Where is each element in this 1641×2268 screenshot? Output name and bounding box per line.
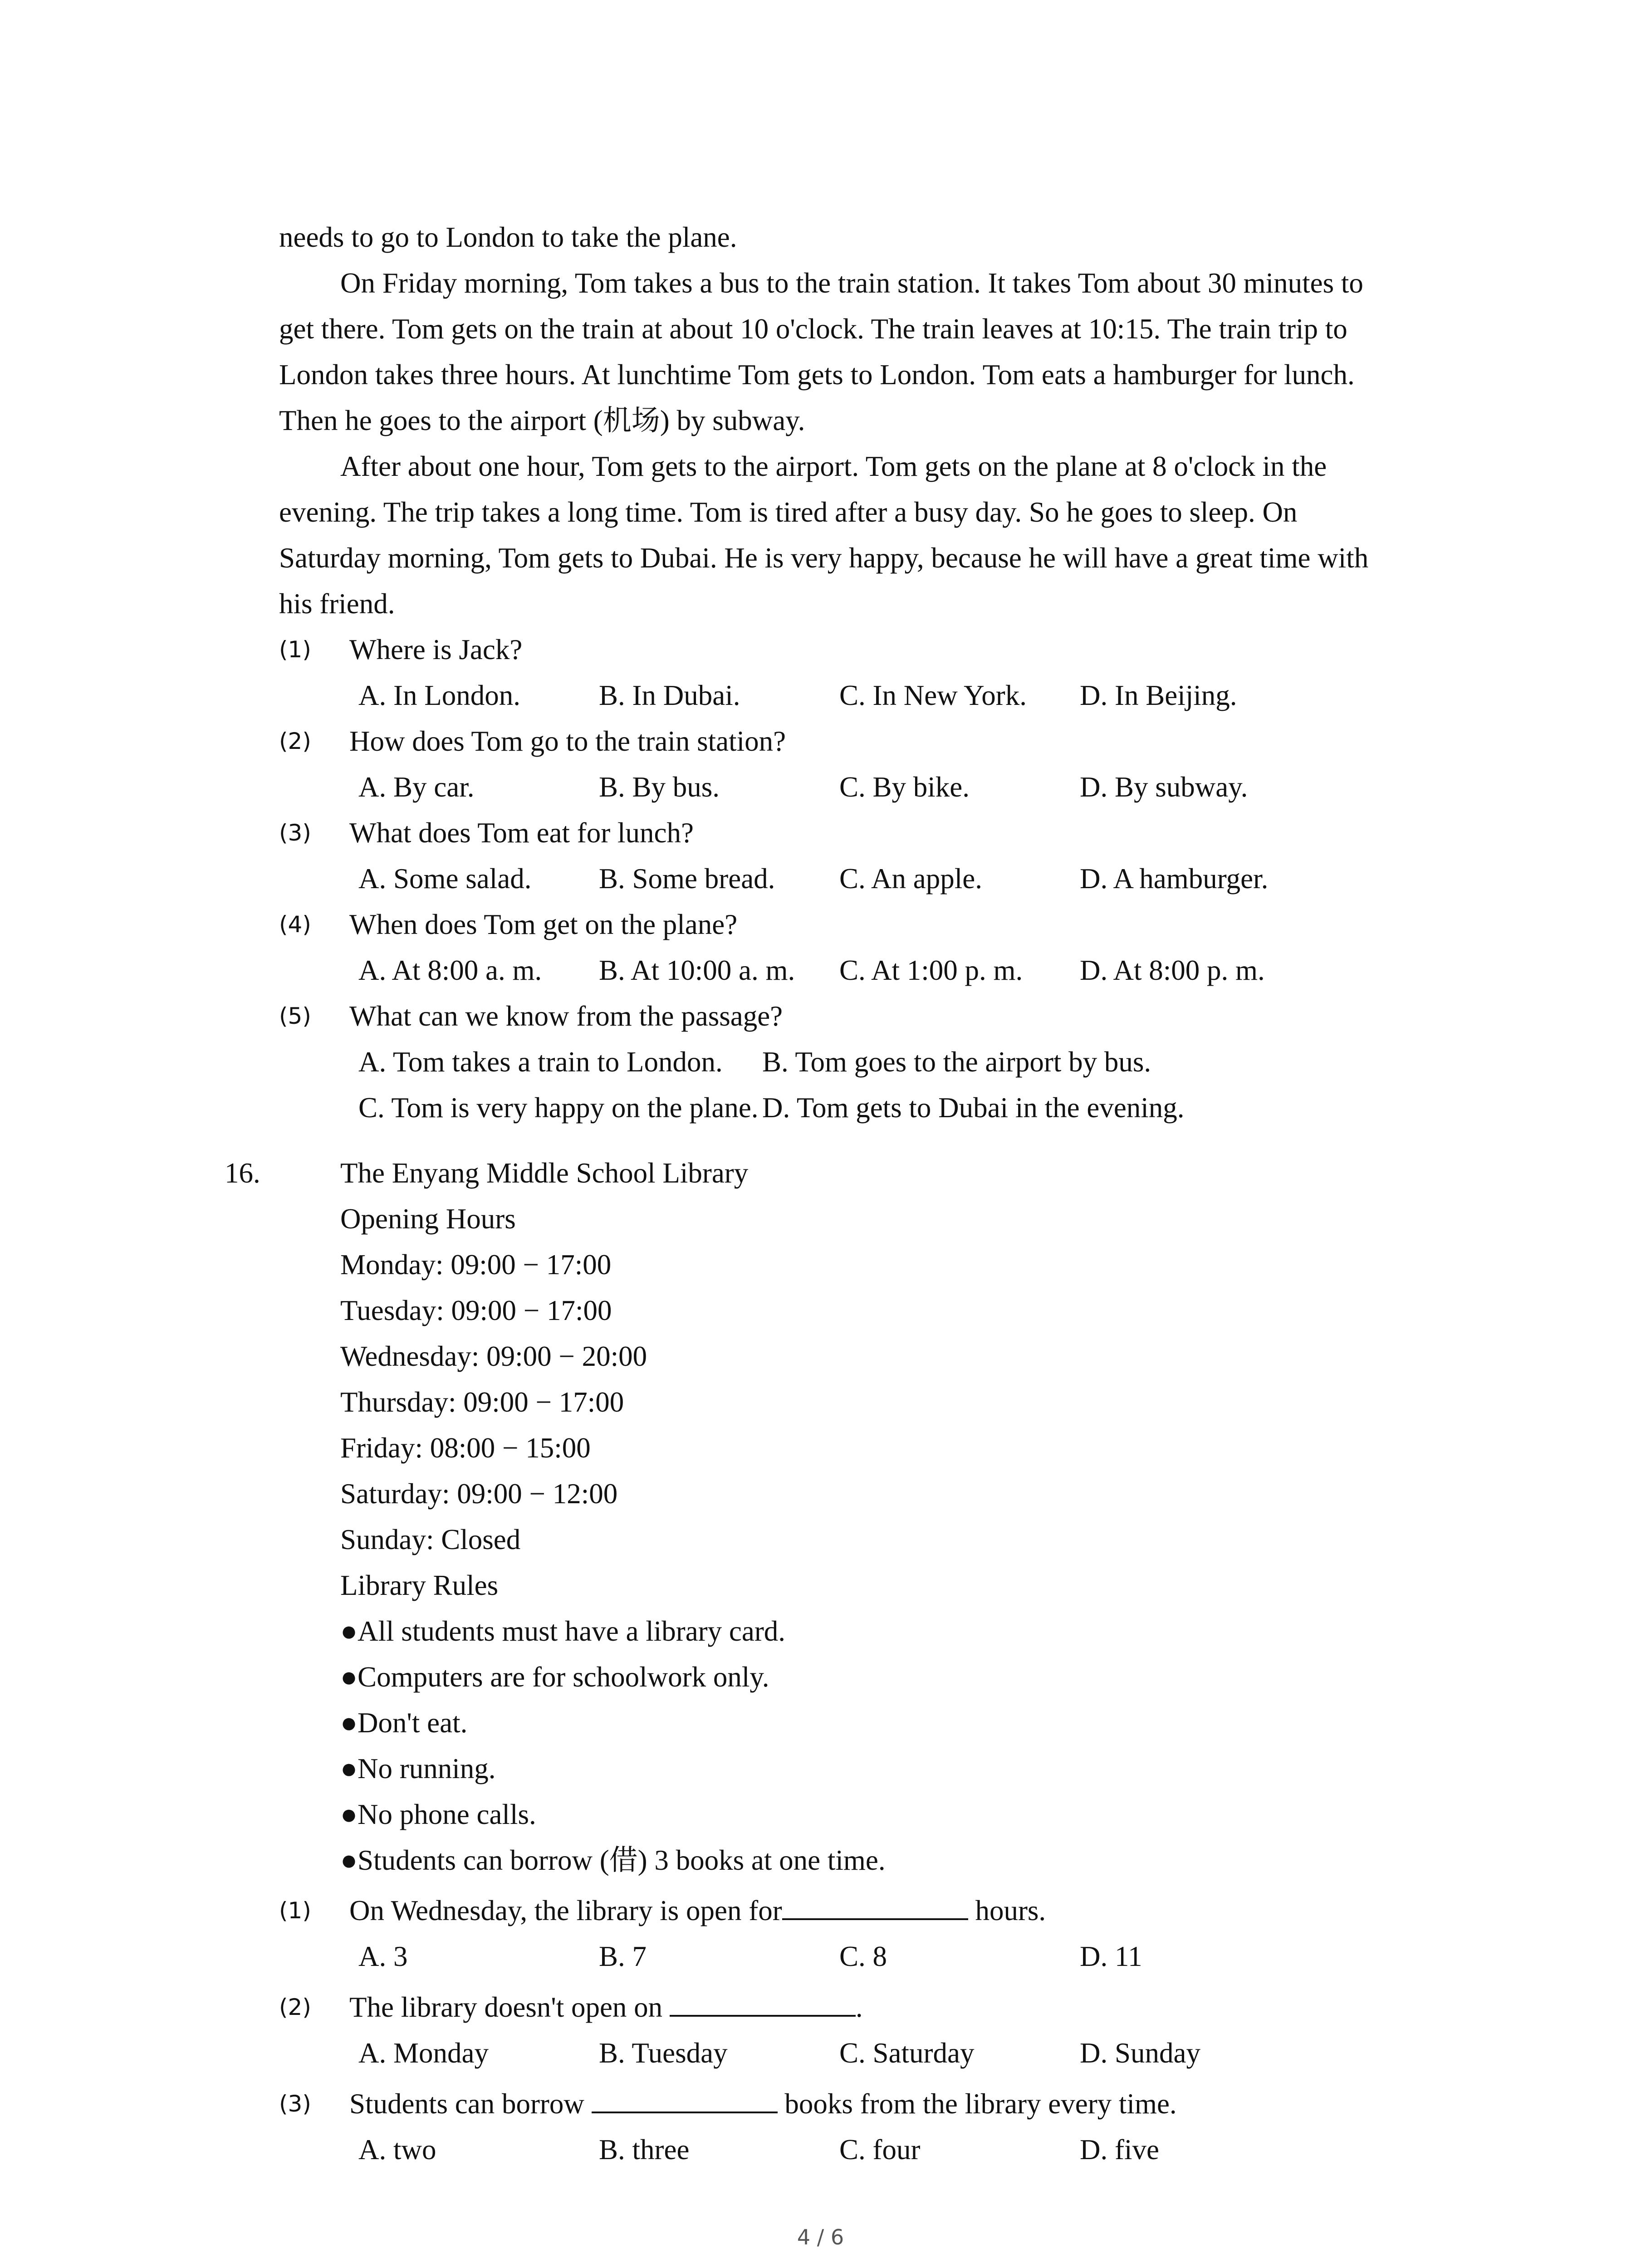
- question-text: What does Tom eat for lunch?: [349, 817, 694, 849]
- question-number: (3): [279, 820, 311, 846]
- section-number: 16.: [225, 1157, 260, 1189]
- page-number: 4 / 6: [797, 2225, 844, 2249]
- option-a[interactable]: A. By car.: [358, 771, 475, 803]
- option-a[interactable]: A. Tom takes a train to London.: [358, 1046, 723, 1078]
- question-text: How does Tom go to the train station?: [349, 725, 786, 757]
- option-b[interactable]: B. In Dubai.: [599, 679, 740, 711]
- question-text: What can we know from the passage?: [349, 1000, 783, 1032]
- notice-line: Tuesday: 09:00 − 17:00: [340, 1295, 612, 1326]
- question-number: (1): [279, 636, 311, 663]
- passage-line: needs to go to London to take the plane.: [279, 221, 737, 253]
- option-c[interactable]: C. At 1:00 p. m.: [839, 954, 1023, 986]
- option-d[interactable]: D. By subway.: [1080, 771, 1248, 803]
- passage-line: get there. Tom gets on the train at about 10 o'clock. The train leaves at 10:15. The train trip to: [279, 313, 1347, 345]
- notice-line: Friday: 08:00 − 15:00: [340, 1432, 591, 1464]
- option-d[interactable]: D. A hamburger.: [1080, 863, 1269, 894]
- rule-item: ●Don't eat.: [340, 1707, 468, 1739]
- option-a[interactable]: A. In London.: [358, 679, 520, 711]
- notice-line: Opening Hours: [340, 1203, 516, 1235]
- notice-line: Sunday: Closed: [340, 1524, 521, 1555]
- notice-line: Monday: 09:00 − 17:00: [340, 1249, 612, 1281]
- passage-line: evening. The trip takes a long time. Tom is tired after a busy day. So he goes to sleep. On: [279, 496, 1298, 528]
- question-number: (5): [279, 1003, 311, 1029]
- option-d[interactable]: D. Tom gets to Dubai in the evening.: [762, 1092, 1185, 1124]
- option-a[interactable]: A. Monday: [358, 2037, 489, 2069]
- option-b[interactable]: B. By bus.: [599, 771, 720, 803]
- question-text: [349, 1888, 1046, 1934]
- question-text: [349, 1984, 863, 2030]
- option-c[interactable]: C. four: [839, 2134, 921, 2165]
- option-b[interactable]: B. Some bread.: [599, 863, 775, 894]
- question-number: (4): [279, 911, 311, 938]
- option-b[interactable]: B. Tom goes to the airport by bus.: [762, 1046, 1151, 1078]
- option-d[interactable]: D. At 8:00 p. m.: [1080, 954, 1265, 986]
- question-number: (2): [279, 728, 311, 754]
- option-d[interactable]: D. Sunday: [1080, 2037, 1200, 2069]
- option-b[interactable]: B. Tuesday: [599, 2037, 728, 2069]
- question-number: (3): [279, 2091, 311, 2117]
- option-a[interactable]: A. Some salad.: [358, 863, 532, 894]
- option-b[interactable]: B. 7: [599, 1941, 647, 1972]
- passage-line: Saturday morning, Tom gets to Dubai. He is very happy, because he will have a great time with: [279, 542, 1369, 574]
- notice-line: Saturday: 09:00 − 12:00: [340, 1478, 618, 1510]
- notice-line: Wednesday: 09:00 − 20:00: [340, 1340, 647, 1372]
- option-a[interactable]: A. 3: [358, 1941, 408, 1972]
- question-text: Where is Jack?: [349, 634, 523, 665]
- option-c[interactable]: C. 8: [839, 1941, 887, 1972]
- option-c[interactable]: C. By bike.: [839, 771, 970, 803]
- question-text-after: books from the library every time.: [777, 2088, 1177, 2120]
- question-text: When does Tom get on the plane?: [349, 909, 738, 940]
- question-text-after: hours.: [968, 1895, 1046, 1926]
- option-d[interactable]: D. five: [1080, 2134, 1159, 2165]
- option-a[interactable]: A. two: [358, 2134, 436, 2165]
- question-text-before: The library doesn't open on: [349, 1991, 670, 2023]
- passage-line: London takes three hours. At lunchtime Tom gets to London. Tom eats a hamburger for lunch.: [279, 359, 1355, 391]
- option-a[interactable]: A. At 8:00 a. m.: [358, 954, 542, 986]
- question-number: (2): [279, 1994, 311, 2020]
- answer-blank[interactable]: [782, 1916, 968, 1920]
- rule-item: ●No phone calls.: [340, 1799, 536, 1830]
- question-text: [349, 2081, 1177, 2127]
- option-d[interactable]: D. In Beijing.: [1080, 679, 1237, 711]
- notice-title: The Enyang Middle School Library: [340, 1157, 749, 1189]
- rule-item: ●Students can borrow (借) 3 books at one time.: [340, 1844, 886, 1876]
- notice-line: Thursday: 09:00 − 17:00: [340, 1386, 624, 1418]
- option-d[interactable]: D. 11: [1080, 1941, 1142, 1972]
- rule-item: ●All students must have a library card.: [340, 1615, 786, 1647]
- option-b[interactable]: B. three: [599, 2134, 690, 2165]
- rule-item: ●Computers are for schoolwork only.: [340, 1661, 769, 1693]
- passage-line: On Friday morning, Tom takes a bus to the train station. It takes Tom about 30 minutes to: [340, 267, 1363, 299]
- option-c[interactable]: C. Saturday: [839, 2037, 975, 2069]
- question-number: (1): [279, 1897, 311, 1924]
- passage-line: his friend.: [279, 588, 395, 620]
- question-text-before: On Wednesday, the library is open for: [349, 1895, 782, 1926]
- option-b[interactable]: B. At 10:00 a. m.: [599, 954, 795, 986]
- question-text-after: .: [855, 1991, 863, 2023]
- question-text-before: Students can borrow: [349, 2088, 592, 2120]
- notice-line: Library Rules: [340, 1569, 499, 1601]
- option-c[interactable]: C. Tom is very happy on the plane.: [358, 1092, 759, 1124]
- passage-line: After about one hour, Tom gets to the airport. Tom gets on the plane at 8 o'clock in the: [340, 450, 1327, 482]
- option-c[interactable]: C. In New York.: [839, 679, 1027, 711]
- answer-blank[interactable]: [670, 2012, 856, 2017]
- rule-item: ●No running.: [340, 1753, 496, 1784]
- answer-blank[interactable]: [592, 2109, 778, 2113]
- option-c[interactable]: C. An apple.: [839, 863, 982, 894]
- passage-line: Then he goes to the airport (机场) by subway.: [279, 405, 805, 436]
